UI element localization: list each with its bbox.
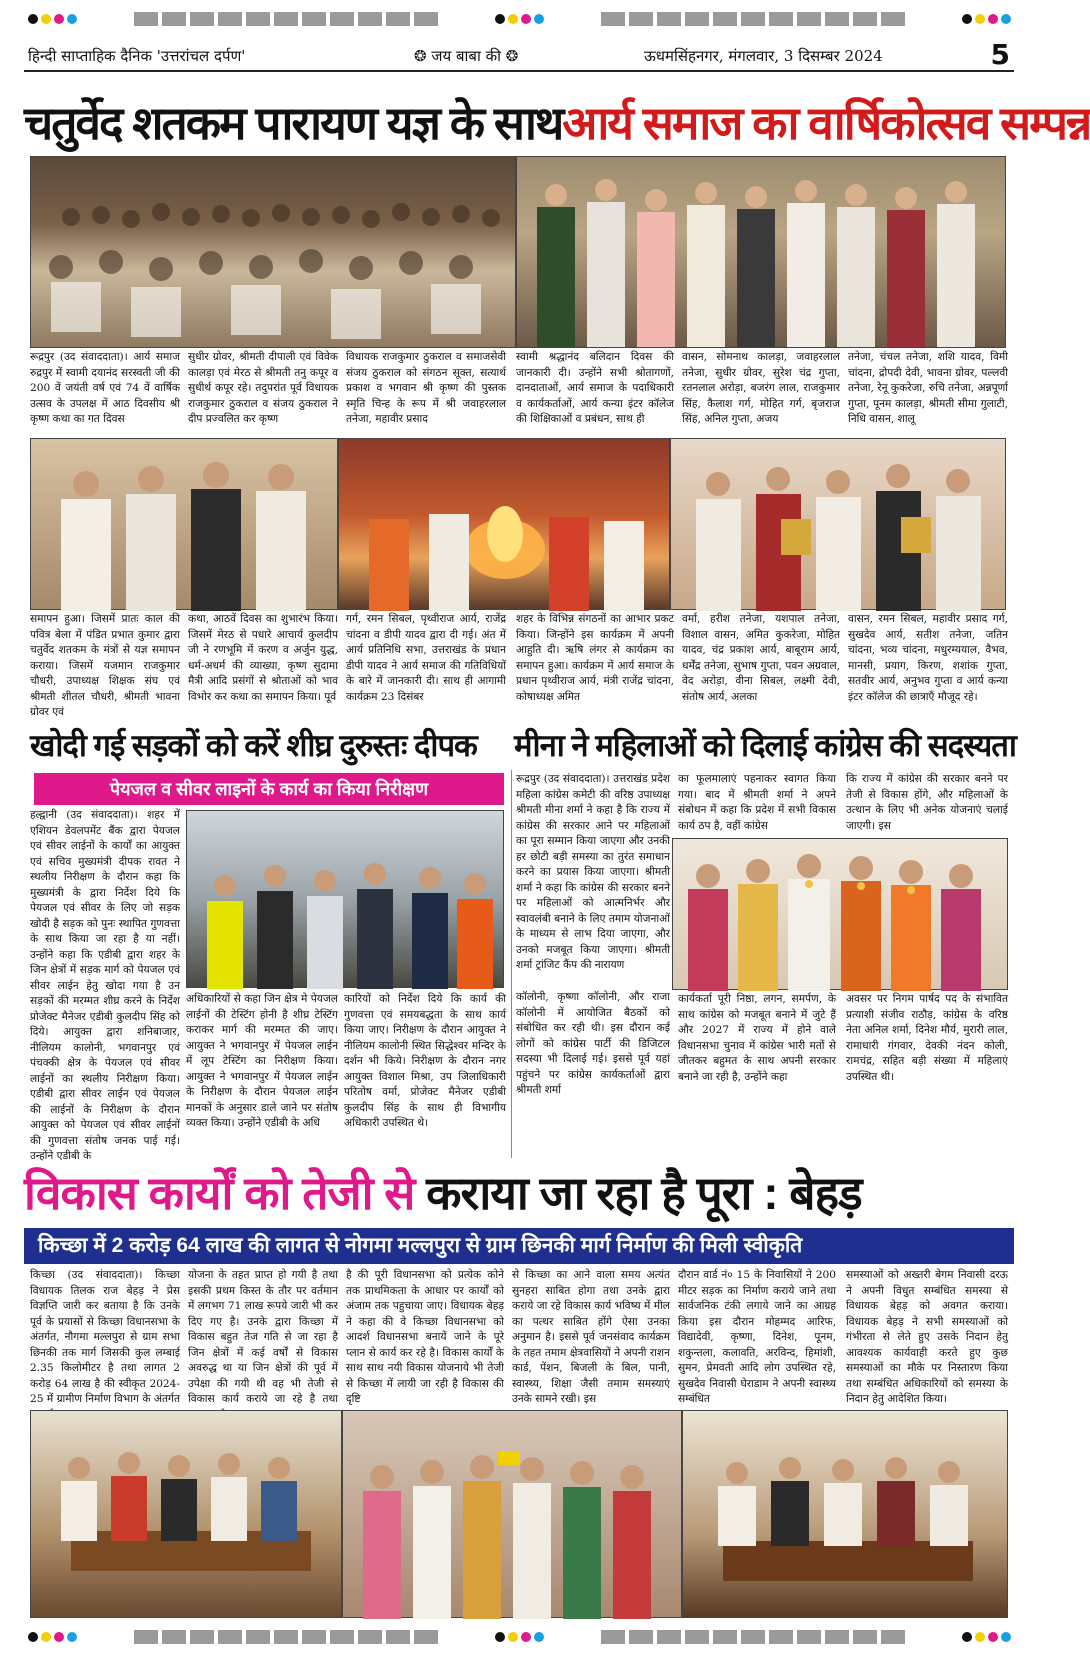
story4-col-6: समस्याओं को अख्तरी बेगम निवासी दरऊ ने अपनी विधुत सम्बंधित समस्या से विधायक बेहड़ को अवगत कराया। विधायक बेहड़ ने सभी समस्याओं को गंभीरता से लेते हुए उसके निदान हेतु आवश्यक कार्यवाही करते हुए कुछ समस्याओं का मौके पर निस्तारण किया तथा सम्बंधित अधिकारियों को समस्या के निदान हेतु आदेशित किया। <box>846 1269 1008 1405</box>
story2-col-1: हल्द्वानी (उद संवाददाता)। शहर में एशियन डेवलपमेंट बैंक द्वारा पेयजल एवं सीवर लाईनों के कार्यों का आयुक्त एवं सचिव मुख्यमंत्री दीपक रावत ने स्थलीय निरीक्षण के दौरान कहा कि मुख्यमंत्री के द्वारा निर्देश दिये कि पेयजल एवं सीवर के लिए जो सड़क खोदी है सड़क को पुनः स्थापित गुणवत्ता के साथ किया जा रहा है या नहीं। उन्होंने कहा कि एडीबी द्वारा शहर के जिन क्षेत्रों में सड़क मार्ग को पेयजल एवं सीवर लाईन हेतु खोदा गया है उन सड़कों की मरम्मत शीघ्र करने के निर्देश प्रोजेक्ट मैनेजर एडीबी कुलदीप सिंह को दिये। आयुक्त द्वारा शनिबाजार, नीलियम कालोनी, भगवानपुर एवं पंचक्की क्षेत्र के पेयजल एवं सीवर लाईनों का स्थलीय निरीक्षण किया। एडीबी द्वारा सीवर लाईन एवं पेयजल की लाईनों के निरीक्षण के दौरान आयुक्त को पेयजल एवं सीवर लाईनों की गुणवत्ता संतोष जनक पाई गई। उन्होंने एडीबी के <box>30 809 180 1162</box>
story3-col-4: कॉलोनी, कृष्णा कॉलोनी, और राजा कॉलोनी में आयोजित बैठकों को संबोधित कर रही थी। इस दौरान कई लोगों को कांग्रेस पार्टी की डिजिटल सदस्या भी दिलाई गई। इससे पूर्व यहां पहुंचने पर कांग्रेस कार्यकर्ताओं द्वारा श्रीमती शर्मा <box>516 991 670 1096</box>
header-dateline: ऊधमसिंहनगर, मंगलवार, 3 दिसम्बर 2024 <box>644 47 883 65</box>
photo-office-meeting <box>682 1410 1008 1618</box>
gray-blocks-right <box>601 1630 905 1644</box>
story1-col-10: शहर के विभिन्न संगठनों का आभार प्रकट किया। जिन्होंने इस कार्यक्रम में अपनी आहुति दी। ऋषि लंगर से कार्यक्रम का समापन हुआ। कार्यक्रम में आर्य समाज के प्रधान पृथ्वीराज आर्य, मंत्री राजेंद्र चांदना, कोषाध्यक्ष अमित <box>516 613 674 703</box>
story3-col-1: रूद्रपुर (उद संवाददाता)। उत्तराखंड प्रदेश महिला कांग्रेस कमेटी की वरिष्ठ उपाध्यक्ष श्रीमती मीना शर्मा ने कहा है कि राज्य में कांग्रेस की सरकार आने पर महिलाओं का पूरा सम्मान किया जाएगा और उनकी हर छोटी बड़ी समस्या का तुरंत समाधान करने का प्रयास किया जाएगा। श्रीमती शर्मा ने कहा कि कांग्रेस की सरकार बनने पर महिलाओं को आत्मनिर्भर और स्वावलंबी बनाने के लिए तमाम योजनाओं के माध्यम से लाभ दिया जाएगा, और उनको मजबूत किया जाएगा। श्रीमती शर्मा ट्रांजिट कैंप की नारायण <box>516 773 670 971</box>
story1-col-5: वासन, सोमनाथ कालड़ा, जवाहरलाल तनेजा, सुधीर ग्रोवर, सुरेश चंद्र गुप्ता, रतनलाल अरोड़ा, बजरंग लाल, राजकुमार सिंह, कैलाश गर्ग, मोहित गर्ग, बृजराज सिंह, अनिल गुप्ता, अजय <box>682 351 840 425</box>
column-divider <box>511 770 512 1158</box>
award-illustration <box>671 439 1007 611</box>
gray-blocks-left <box>134 12 438 26</box>
story4-col-2: योजना के तहत प्राप्त हो गयी है तथा इसकी प्रथम किस्त के तौर पर वर्तमान में लगभग 71 लाख रूपये जारी भी कर दिए गए है। उनके द्वारा किच्छा में विकास बहुत तेज गति से जा रहा है जिन क्षेत्रों में कई वर्षों से विकास अवरुद्ध था या जिन क्षेत्रों की पूर्व में उपेक्षा की गयी थी वह भी तेजी से विकास कार्य कराये जा रहे है तथा <box>188 1269 338 1405</box>
meeting-illustration <box>31 1411 343 1619</box>
gray-blocks-right <box>601 12 905 26</box>
ornament-icon: ❂ <box>501 47 519 65</box>
story1-col-3: विधायक राजकुमार ठुकराल व समाजसेवी संजय ठुकराल को संगठन सूक्त, सत्यार्थ प्रकाश व भगवान श्री कृष्ण की पुस्तक स्मृति चिन्ह के रूप में श्री जवाहरलाल तनेजा, महावीर प्रसाद <box>346 351 506 425</box>
photo-meeting-room <box>30 1410 342 1618</box>
header-slogan: ❂ जय बाबा की ❂ <box>414 47 519 65</box>
headline-vikas-behad <box>24 1163 1014 1225</box>
story1-col-8: कथा, आठवें दिवस का शुभारंभ किया। जिसमें मेरठ से पधारे आचार्य कुलदीप जी ने रणभूमि में करण व अर्जुन युद्ध, धर्म-अधर्म की व्याख्या, कृष्ण सुदामा मैत्री आदि प्रसंगों से श्रोताओं को भाव विभोर कर कथा का समापन किया। पूर्व <box>188 613 338 703</box>
photo-road-inspection <box>186 810 504 988</box>
story1-col-4: स्वामी श्रद्धानंद बलिदान दिवस की जानकारी दी। उन्होंने सभी श्रोतागणों, दानदाताओं, आर्य समाज के पदाधिकारी व कार्यकर्ताओं, आर्य कन्या इंटर कॉलेज की शिक्षिकाओं व प्रबंधन, साथ ही <box>516 351 674 425</box>
story3-col-6: अवसर पर निगम पार्षद पद के संभावित प्रत्याशी संजीव राठौड़, कांग्रेस के वरिष्ठ नेता अनिल शर्मा, दिनेश मौर्य, मुरारी लाल, रामाधारी गंगवार, देवकी नंदन कोली, रामचंद्र, सहित बड़ी संख्या में महिलाएं उपस्थित थी। <box>846 993 1008 1083</box>
story1-col-9: गर्ग, रमन सिबल, पृथ्वीराज आर्य, राजेंद्र चांदना व डीपी यादव द्वारा दी गई। अंत में आर्य प्रतिनिधि सभा, उत्तराखंड के प्रधान डीपी यादव ने आर्य समाज की गतिविधियों के बारे में जानकारी दी। साथ ही आगामी कार्यक्रम 23 दिसंबर <box>346 613 506 703</box>
story1-col-1: रूद्रपुर (उद संवाददाता)। आर्य समाज रुद्रपुर में स्वामी दयानंद सरस्वती जी की 200 वें जयंती वर्ष एवं 74 वें वार्षिक उत्सव के उपलक्ष में आठ दिवसीय श्री कृष्ण कथा का गत दिवस <box>30 351 180 425</box>
story3-col-2: का फूलमालाएं पहनाकर स्वागत किया गया। बाद में श्रीमती शर्मा ने अपने संबोधन में कहा कि प्रदेश में सभी विकास कार्य ठप है, वहीं कांग्रेस <box>678 773 836 832</box>
photo-felicitation <box>516 156 1006 348</box>
headline-black-part: चतुर्वेद शतकम पारायण यज्ञ के साथ <box>24 97 563 149</box>
color-dots-center <box>495 14 544 24</box>
cmyk-mark <box>495 1632 544 1642</box>
photo-award-ceremony <box>670 438 1006 610</box>
headline-meena-congress: मीना ने महिलाओं को दिलाई कांग्रेस की सदस्यता <box>514 728 1016 763</box>
crowd-illustration <box>31 157 517 349</box>
page-number: 5 <box>990 38 1010 71</box>
photo-congress-membership <box>672 838 1008 990</box>
headline-black-part: कराया जा रहा है पूरा : बेहड़ <box>426 1167 862 1219</box>
story4-col-3: है की पूरी विधानसभा को प्रत्येक कोने तक प्राथमिकता के आधार पर कार्यों को अंजाम तक पहुचाया जाए। विधायक बेहड़ ने कहा की वे किच्छा विधानसभा को आदर्श विधानसभा बनायें जाने के पूरे प्लान से कार्य कर रहे है। विकास कार्यों के साथ साथ नयी विकास योजनाये भी तेजी से किच्छा में लायी जा रही है विकास की दृष्टि <box>346 1269 504 1405</box>
inspection-illustration <box>187 811 505 989</box>
photo-lamp-lighting <box>30 438 338 610</box>
photo-yagya-audience <box>30 156 516 348</box>
photo-janasamvad <box>342 1410 682 1618</box>
story1-col-12: वासन, रमन सिबल, महावीर प्रसाद गर्ग, सुखदेव आर्य, सतीश तनेजा, जतिन चांदना, भव्य चांदना, मधुरम्ययाल, वैभव, मानसी, प्रयाग, किरण, शशांक गुप्ता, सतवीर आर्य, अनुभव गुप्ता व आर्य कन्या इंटर कॉलेज की छात्राएँ मौजूद रहे। <box>848 613 1008 703</box>
story1-col-7: समापन हुआ। जिसमें प्रातः काल की पवित्र बेला में पंडित प्रभात कुमार द्वारा चतुर्वेद शतकम के मंत्रों से यज्ञ समापन कराया। जिसमें यजमान राजकुमार चौधरी, उपाध्यक्ष शिक्षक संघ एवं श्रीमती शीतल चौधरी, श्रीमती भावना ग्रोवर एवं <box>30 613 180 718</box>
headline-red-part: आर्य समाज का वार्षिकोत्सव सम्पन्न <box>562 97 1090 149</box>
gray-blocks-left <box>134 1630 438 1644</box>
ornament-icon: ❂ <box>414 47 432 65</box>
color-dots-left <box>28 14 77 24</box>
color-dots-left <box>28 1632 77 1642</box>
color-dots-right <box>962 1632 1011 1642</box>
registration-marks-bottom <box>0 1626 1039 1648</box>
registration-marks-top <box>0 8 1039 30</box>
photo-havan <box>338 438 670 610</box>
havan-illustration <box>339 439 671 611</box>
dignitaries-illustration <box>31 439 339 611</box>
gathering-illustration <box>343 1411 683 1619</box>
story2-col-3: कारियों को निर्देश दिये कि कार्य की गुणवत्ता एवं समयबद्धता के साथ कार्य किया जाए। निरीक्षण के दौरान आयुक्त ने नीलियम कालोनी स्थित सिद्धेश्वर मन्दिर के दर्शन भी किये। निरीक्षण के दौरान नगर आयुक्त विशाल मिश्रा, उप जिलाधिकारी परितोष वर्मा, प्रोजेक्ट मैनेजर एडीबी कुलदीप सिंह के साथ ही विभागीय अधिकारी उपस्थित थे। <box>344 993 506 1129</box>
story2-col-2: अधिकारियों से कहा जिन क्षेत्र मे पेयजल लाईनों की टेस्टिंग होनी है शीघ्र टेस्टिंग कराकर मार्ग की मरम्मत की जाए। आयुक्त ने भगवानपुर में पेयजल लाईन में लूप टेस्टिंग का निरीक्षण किया। आयुक्त ने भगवानपुर में पेयजल लाईन के निरीक्षण के दौरान पेयजल लाईन मानकों के अनुसार डाले जाने पर संतोष व्यक्त किया। उन्होंने एडीबी के अधि <box>186 993 338 1129</box>
story1-col-11: वर्मा, हरीश तनेजा, यशपाल तनेजा, विशाल वासन, अमित कुकरेजा, मोहित यादव, चंद्र प्रकाश आर्य, बाबूराम आर्य, धर्मेंद्र तनेजा, सुभाष गुप्ता, पवन अग्रवाल, वेद अरोड़ा, वीना सिबल, लक्ष्मी देवी, संतोष आर्य, अलका <box>682 613 840 703</box>
story1-col-6: तनेजा, चंचल तनेजा, शशि यादव, विमी चांदना, द्रोपदी देवी, भावना ग्रोवर, पल्लवी तनेजा, रेनू कुकरेजा, रुचि तनेजा, अन्नपूर्णा गुप्ता, पूनम कालड़ा, श्रीमती सीमा गुलाटी, निधि वासन, शालू <box>848 351 1008 425</box>
story3-col-3: कि राज्य में कांग्रेस की सरकार बनने पर तेजी से विकास होंगे, और महिलाओं के उत्थान के लिए भी अनेक योजनाएं चलाई जाएगी। इस <box>846 773 1008 832</box>
subheadline-pipeline-inspection: पेयजल व सीवर लाइनों के कार्य का किया निरीक्षण <box>34 773 504 805</box>
women-group-illustration <box>673 839 1009 991</box>
story1-col-2: सुधीर ग्रोवर, श्रीमती दीपाली एवं विवेक कालड़ा एवं मेरठ से श्रीमती तनु कपूर व सुधीर्थ कपूर रहे। तदुपरांत पूर्व विधायक राजकुमार ठुकराल व संजय ठुकराल ने दीप प्रज्वलित कर कृष्ण <box>188 351 338 425</box>
headline-pink-part: विकास कार्यों को तेजी से <box>24 1167 415 1219</box>
banner-kichha-road: किच्छा में 2 करोड़ 64 लाख की लागत से नोगमा मल्लपुरा से ग्राम छिनकी मार्ग निर्माण की मिली स्वीकृति <box>24 1228 1014 1264</box>
office-illustration <box>683 1411 1009 1619</box>
color-dots-right <box>962 14 1011 24</box>
page-header <box>24 38 1014 72</box>
newspaper-name: हिन्दी साप्ताहिक दैनिक 'उत्तरांचल दर्पण' <box>28 47 246 65</box>
story4-col-5: दौरान वार्ड नं० 15 के निवासियों ने 200 मीटर सड़क का निर्माण कराये जाने तथा सार्वजनिक टंकी लगाये जाने का आग्रह किया इस दौरान मोहम्मद आरिफ, विद्यादेवी, कृष्णा, दिनेश, पूनम, शकुन्तला, कलावति, अरविन्द, हिमांशी, सुमन, प्रेमवती आदि लोग उपस्थित रहे, सुखदेव निवासी घेराडाम ने अपनी स्वास्थ्य सम्बंधित <box>678 1269 836 1405</box>
story4-col-1: किच्छा (उद संवाददाता)। किच्छा विधायक तिलक राज बेहड़ ने प्रेस विज्ञप्ति जारी कर बताया है कि उनके पूर्व के प्रयासों से किच्छा विधानसभा के अंतर्गत, नौगमा मल्लपुरा से ग्राम सभा छिनकी तक मार्ग जिसकी कुल लम्बाई 2.35 किलोमीटर है तथा लागत 2 करोड़ 64 लाख है की स्वीकृत 2024-25 में ग्रामीण निर्माण विभाग के अंतर्गत <box>30 1269 180 1405</box>
story4-col-4: से किच्छा का आने वाला समय अत्यंत सुनहरा साबित होगा तथा उनके द्वारा कराये जा रहे विकास कार्य भविष्य में मील का पत्थर साबित होंगे ऐसा उनका अनुमान है। इससे पूर्व जनसंवाद कार्यक्रम के तहत तमाम क्षेत्रवासियों ने अपनी राशन कार्ड, पेंशन, बिजली के बिल, पानी, स्वास्थ्य, शिक्षा जैसी तमाम समस्याएं उनके सामने रखी। इस <box>512 1269 670 1405</box>
headline-deepak-roads: खोदी गई सड़कों को करें शीघ्र दुरुस्तः दीपक <box>30 728 477 763</box>
headline-arya-samaj <box>24 94 1090 156</box>
group-illustration <box>517 157 1007 349</box>
story3-col-5: कार्यकर्ता पूरी निष्ठा, लगन, समर्पण, के साथ कांग्रेस को मजबूत बनाने में जुटे हैं और 2027 में राज्य में होने वाले विधानसभा चुनाव में कांग्रेस भारी मतों से जीतकर बहुमत के साथ अपनी सरकार बनाने जा रही है, उन्होंने कहा <box>678 993 836 1083</box>
